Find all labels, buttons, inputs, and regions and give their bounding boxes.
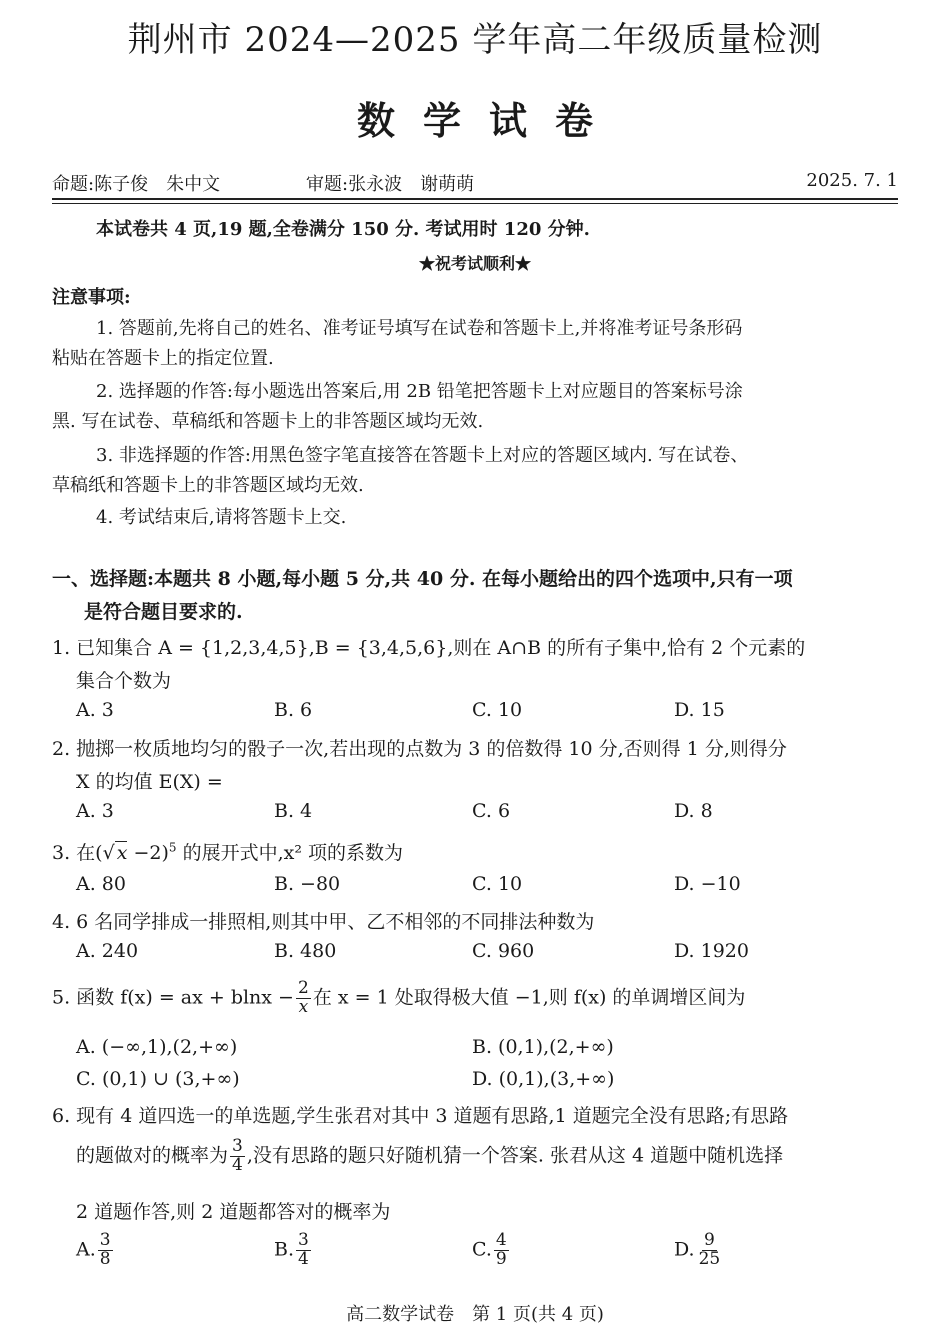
q5-frac-num: 2: [297, 978, 309, 998]
note-1-line1: 1. 答题前,先将自己的姓名、准考证号填写在试卷和答题卡上,并将准考证号条形码: [96, 318, 743, 339]
q3-mid: −2): [127, 842, 169, 864]
q6-frac-num: 3: [232, 1136, 243, 1156]
note-2-line1: 2. 选择题的作答:每小题选出答案后,用 2B 铅笔把答题卡上对应题目的答案标号涂: [96, 381, 743, 402]
q6-option-a: [76, 1232, 115, 1269]
q6-option-a-label: A.: [76, 1238, 96, 1261]
q6-option-c-num: 4: [495, 1230, 507, 1250]
q6-option-d-fraction: [697, 1232, 723, 1269]
page-footer: 高二数学试卷 第 1 页(共 4 页): [346, 1304, 604, 1325]
q6-option-b-den: 4: [298, 1248, 309, 1269]
q6-option-d-num: 9: [704, 1230, 715, 1250]
q4-stem: 4. 6 名同学排成一排照相,则其中甲、乙不相邻的不同排法种数为: [52, 911, 595, 933]
q3-option-a: A. 80: [76, 873, 126, 895]
q1-option-d: D. 15: [674, 699, 725, 721]
q6-option-c-fraction: [494, 1232, 509, 1269]
q3-option-b: B. −80: [274, 873, 341, 895]
q6-frac-den: 4: [232, 1154, 243, 1175]
q5-stem: [52, 980, 745, 1017]
sqrt-symbol: √: [102, 842, 115, 864]
q2-option-d: D. 8: [674, 800, 713, 822]
q3-suffix: 的展开式中,x² 项的系数为: [176, 842, 403, 864]
q4-option-b: B. 480: [274, 940, 337, 962]
exam-date: 2025. 7. 1: [806, 170, 898, 191]
q6-stem: 6. 现有 4 道四选一的单选题,学生张君对其中 3 道题有思路,1 道题完全没有思路;有思路: [52, 1105, 789, 1127]
setters: 命题:陈子俊 朱中文: [52, 174, 221, 195]
q5-option-b: B. (0,1),(2,+∞): [472, 1036, 614, 1058]
q6-line2-prefix: 的题做对的概率为: [76, 1144, 229, 1167]
q3-prefix: 3. 在(: [52, 842, 103, 864]
note-2-line2: 黑. 写在试卷、草稿纸和答题卡上的非答题区域均无效.: [52, 411, 484, 432]
q2-option-a: A. 3: [76, 800, 114, 822]
q5-option-c: C. (0,1) ∪ (3,+∞): [76, 1068, 240, 1090]
q6-option-d-den: 25: [698, 1248, 721, 1269]
q3-power: 5: [168, 840, 177, 855]
blessing: ★祝考试顺利★: [418, 254, 531, 273]
q5-option-a: A. (−∞,1),(2,+∞): [76, 1036, 238, 1058]
q2-option-b: B. 4: [274, 800, 313, 822]
exam-subject: 数学试卷: [356, 98, 621, 143]
q6-line2-suffix: ,没有思路的题只好随机猜一个答案. 张君从这 4 道题中随机选择: [246, 1144, 784, 1167]
note-4: 4. 考试结束后,请将答题卡上交.: [96, 507, 347, 528]
q6-option-d-label: D.: [674, 1238, 695, 1261]
q5-fraction: [296, 980, 311, 1017]
q6-option-b: [274, 1232, 313, 1269]
q6-option-a-den: 8: [99, 1248, 111, 1269]
q5-frac-den: x: [298, 996, 309, 1017]
q6-fraction: [230, 1138, 245, 1175]
note-3-line1: 3. 非选择题的作答:用黑色签字笔直接答在答题卡上对应的答题区域内. 写在试卷、: [96, 445, 749, 466]
q5-option-d: D. (0,1),(3,+∞): [472, 1068, 615, 1090]
q4-option-d: D. 1920: [674, 940, 749, 962]
q2-option-c: C. 6: [472, 800, 511, 822]
exam-title: 荆州市 2024—2025 学年高二年级质量检测: [127, 20, 823, 60]
q6-option-b-num: 3: [298, 1230, 309, 1250]
q2-stem-cont: X 的均值 E(X) =: [76, 771, 223, 793]
q5-suffix: 在 x = 1 处取得极大值 −1,则 f(x) 的单调增区间为: [312, 986, 746, 1009]
q2-stem: 2. 抛掷一枚质地均匀的骰子一次,若出现的点数为 3 的倍数得 10 分,否则得 1 分,则得分: [52, 738, 787, 760]
q6-option-c: [472, 1232, 511, 1269]
note-3-line2: 草稿纸和答题卡上的非答题区域均无效.: [52, 475, 364, 496]
q6-stem-end: 2 道题作答,则 2 道题都答对的概率为: [76, 1201, 391, 1223]
section-1-heading: 一、选择题:本题共 8 小题,每小题 5 分,共 40 分. 在每小题给出的四个选项中,只有一项: [52, 568, 793, 590]
q6-option-d: [674, 1232, 724, 1269]
notice-title: 注意事项:: [52, 287, 131, 308]
q6-option-a-fraction: [98, 1232, 113, 1269]
section-1-heading-cont: 是符合题目要求的.: [84, 601, 243, 623]
q6-option-b-label: B.: [274, 1238, 295, 1261]
q3-radicand: x: [116, 842, 128, 864]
q4-option-c: C. 960: [472, 940, 535, 962]
q1-stem: 1. 已知集合 A = {1,2,3,4,5},B = {3,4,5,6},则在 A∩B 的所有子集中,恰有 2 个元素的: [52, 637, 806, 659]
q6-option-c-den: 9: [495, 1248, 507, 1269]
q3-option-c: C. 10: [472, 873, 523, 895]
q4-option-a: A. 240: [76, 940, 139, 962]
header-rule-thin: [52, 203, 898, 204]
q5-prefix: 5. 函数 f(x) = ax + blnx −: [52, 986, 294, 1009]
note-1-line2: 粘贴在答题卡上的指定位置.: [52, 348, 274, 369]
q3-stem: [52, 838, 403, 865]
reviewers: 审题:张永波 谢萌萌: [306, 174, 475, 195]
q1-option-c: C. 10: [472, 699, 523, 721]
q6-option-b-fraction: [296, 1232, 311, 1269]
q1-option-a: A. 3: [76, 699, 114, 721]
q3-option-d: D. −10: [674, 873, 741, 895]
q6-option-c-label: C.: [472, 1238, 492, 1261]
q6-stem-cont: [76, 1138, 783, 1175]
q6-option-a-num: 3: [99, 1230, 111, 1250]
header-rule: [52, 198, 898, 200]
exam-info: 本试卷共 4 页,19 题,全卷满分 150 分. 考试用时 120 分钟.: [96, 219, 590, 240]
q1-option-b: B. 6: [274, 699, 313, 721]
q1-stem-cont: 集合个数为: [76, 670, 172, 692]
